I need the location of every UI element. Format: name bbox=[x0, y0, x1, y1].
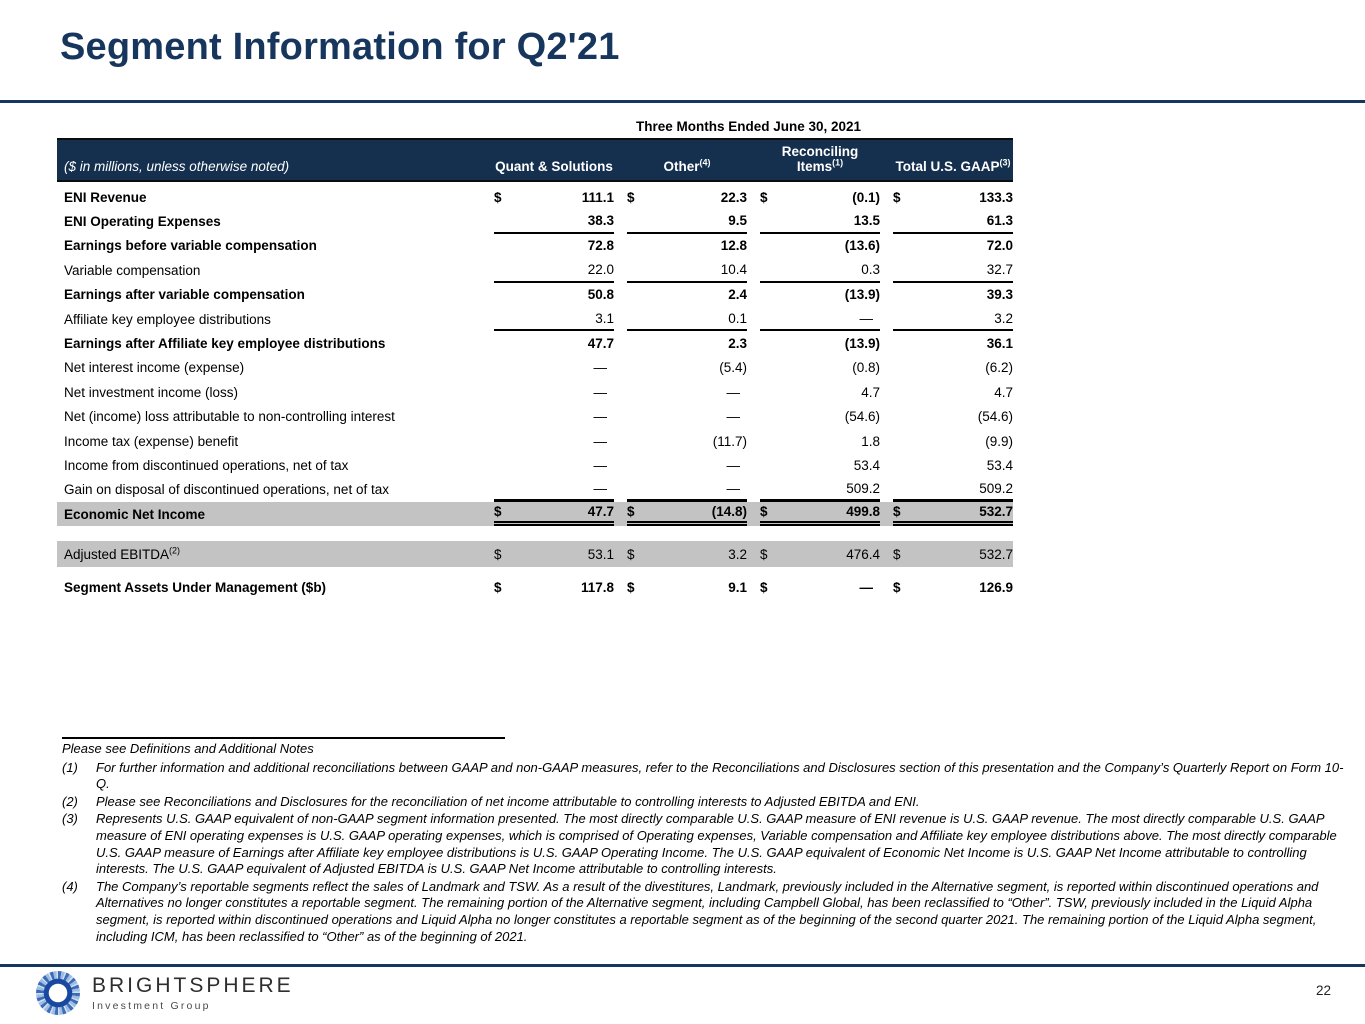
row-value: 4.7 bbox=[861, 384, 880, 400]
row-value: 22.0 bbox=[587, 261, 614, 277]
dollar-sign: $ bbox=[760, 504, 768, 520]
row-value-cell bbox=[614, 429, 747, 453]
footnote-item bbox=[62, 794, 1356, 811]
table-body bbox=[57, 182, 1013, 600]
row-value-cell bbox=[747, 380, 880, 404]
dollar-sign: $ bbox=[627, 546, 635, 562]
row-value: 9.5 bbox=[728, 213, 747, 229]
column-header-sup: (3) bbox=[999, 157, 1011, 168]
row-value-cell bbox=[481, 234, 614, 258]
row-value-cell bbox=[481, 380, 614, 404]
table-row bbox=[57, 307, 1013, 331]
row-value-cell bbox=[880, 478, 1013, 502]
row-value: 3.2 bbox=[728, 546, 747, 562]
row-value: 3.2 bbox=[994, 310, 1013, 326]
row-value: — bbox=[593, 360, 607, 376]
table-row bbox=[57, 356, 1013, 380]
row-value-cell bbox=[481, 209, 614, 233]
row-value: 509.2 bbox=[846, 480, 880, 496]
row-value-cell bbox=[481, 502, 614, 526]
row-label: Net interest income (expense) bbox=[64, 360, 245, 376]
row-value: (13.6) bbox=[844, 238, 880, 254]
row-value: 133.3 bbox=[979, 189, 1013, 205]
row-value: (54.6) bbox=[977, 409, 1013, 425]
row-value: 53.4 bbox=[853, 457, 880, 473]
row-value-cell bbox=[747, 541, 880, 567]
table-row bbox=[57, 453, 1013, 477]
table-row bbox=[57, 209, 1013, 233]
row-label: Income from discontinued operations, net of tax bbox=[64, 457, 349, 473]
row-value: 2.4 bbox=[728, 287, 747, 303]
row-value-cell bbox=[614, 502, 747, 526]
footnote-text: Please see Reconciliations and Disclosures for the reconciliation of net income attributable to controlling interests to Adjusted EBITDA and ENI. bbox=[96, 793, 920, 809]
footnote-text: Represents U.S. GAAP equivalent of non-GAAP segment information presented. The most directly comparable U.S. GAAP measure of ENI revenue is U.S. GAAP revenue. The most directly comparable U.S. GAAP measure of ENI operating expenses is U.S. GAAP operating expenses, which is comprised of Operating expenses, Variable compensation and Affiliate key employee distributions above. The most directly comparable U.S. GAAP measure of Earnings after Affiliate key employee distributions is U.S. GAAP Operating Income. The U.S. GAAP equivalent of Economic Net Income is U.S. GAAP Net Income attributable to controlling interests. The U.S. GAAP equivalent of Adjusted EBITDA is U.S. GAAP Net Income attributable to controlling interests. bbox=[96, 811, 1337, 877]
table-header-row bbox=[57, 138, 1013, 182]
column-header-label: Total U.S. GAAP bbox=[895, 159, 1000, 175]
row-value-cell bbox=[481, 575, 614, 599]
row-value: 111.1 bbox=[581, 189, 614, 205]
row-value-cell bbox=[747, 502, 880, 526]
footnote-number: (2) bbox=[62, 793, 78, 809]
row-value: 72.8 bbox=[587, 238, 614, 254]
row-value: 532.7 bbox=[979, 504, 1013, 520]
footnote-intro: Please see Definitions and Additional Notes bbox=[62, 741, 314, 756]
column-header-quant-solutions bbox=[481, 159, 614, 180]
row-label: Segment Assets Under Management ($b) bbox=[64, 580, 327, 596]
footnotes bbox=[62, 741, 1356, 946]
dollar-sign: $ bbox=[627, 580, 635, 596]
row-value-cell bbox=[747, 234, 880, 258]
dollar-sign: $ bbox=[494, 546, 502, 562]
column-header-sup: (1) bbox=[832, 157, 844, 168]
company-logo bbox=[36, 971, 294, 1015]
brightsphere-starburst-icon bbox=[36, 971, 80, 1015]
column-header-label: Other bbox=[663, 159, 700, 175]
table-row bbox=[57, 405, 1013, 429]
dollar-sign: $ bbox=[760, 189, 768, 205]
row-label: ENI Revenue bbox=[64, 189, 147, 205]
row-value: (6.2) bbox=[985, 360, 1013, 376]
row-value: 39.3 bbox=[986, 287, 1013, 303]
row-value: (9.9) bbox=[985, 433, 1013, 449]
row-value: 1.8 bbox=[861, 433, 880, 449]
row-value-cell bbox=[481, 429, 614, 453]
row-value: 0.3 bbox=[861, 261, 880, 277]
footnote-divider bbox=[62, 737, 505, 739]
row-value: — bbox=[593, 384, 607, 400]
footnote-number: (1) bbox=[62, 759, 78, 775]
row-value-cell bbox=[747, 209, 880, 233]
row-value-cell bbox=[614, 331, 747, 355]
row-value-cell bbox=[614, 575, 747, 599]
row-value-cell bbox=[614, 478, 747, 502]
row-value-cell bbox=[880, 502, 1013, 526]
row-value: 4.7 bbox=[994, 384, 1013, 400]
row-value-cell bbox=[880, 258, 1013, 282]
dollar-sign: $ bbox=[627, 504, 635, 520]
row-value-cell bbox=[747, 283, 880, 307]
column-header-label: Quant & Solutions bbox=[495, 159, 613, 175]
row-value-cell bbox=[614, 185, 747, 209]
row-value: (5.4) bbox=[719, 360, 747, 376]
row-value: — bbox=[726, 480, 740, 496]
row-label: Adjusted EBITDA$^{(2)}$ bbox=[64, 545, 181, 562]
row-value: — bbox=[593, 480, 607, 496]
row-value: — bbox=[726, 409, 740, 425]
dollar-sign: $ bbox=[893, 189, 901, 205]
row-value-cell bbox=[880, 356, 1013, 380]
title-divider bbox=[0, 100, 1365, 103]
row-value-cell bbox=[880, 453, 1013, 477]
row-label: Net (income) loss attributable to non-controlling interest bbox=[64, 409, 395, 425]
row-value: 3.1 bbox=[595, 310, 614, 326]
table-row bbox=[57, 258, 1013, 282]
row-value-cell bbox=[880, 234, 1013, 258]
brand-name: BRIGHTSPHERE bbox=[92, 974, 294, 997]
row-value: 13.5 bbox=[853, 213, 880, 229]
table-row bbox=[57, 541, 1013, 567]
footnote-text: The Company’s reportable segments reflect the sales of Landmark and TSW. As a result of the divestitures, Landmark, previously included in the Alternative segment, is reported within discontinued operations and Alternatives no longer constitutes a reportable segment. The remaining portion of the Alternative segment, including Campbell Global, has been reclassified to “Other”. TSW, previously included in the Liquid Alpha segment, is reported within discontinued operations and Liquid Alpha no longer constitutes a reportable segment as of the beginning of the second quarter 2021. The remaining portion of the Liquid Alpha segment, including ICM, has been reclassified to “Other” as of the beginning of 2021. bbox=[96, 878, 1319, 944]
dollar-sign: $ bbox=[494, 580, 502, 596]
row-value: 50.8 bbox=[587, 287, 614, 303]
column-header-sup: (4) bbox=[699, 157, 711, 168]
row-value-cell bbox=[747, 429, 880, 453]
row-value: — bbox=[726, 457, 740, 473]
row-value-cell bbox=[481, 453, 614, 477]
table-row bbox=[57, 380, 1013, 404]
table-row bbox=[57, 331, 1013, 355]
row-value: — bbox=[859, 310, 873, 326]
row-value-cell bbox=[614, 380, 747, 404]
row-value: (54.6) bbox=[844, 409, 880, 425]
row-value-cell bbox=[614, 541, 747, 567]
row-value: 22.3 bbox=[720, 189, 747, 205]
row-value-cell bbox=[614, 405, 747, 429]
row-value-cell bbox=[747, 478, 880, 502]
footnote-number: (3) bbox=[62, 811, 78, 827]
row-value: 10.4 bbox=[720, 261, 747, 277]
footnote-item bbox=[62, 811, 1356, 877]
row-value-cell bbox=[747, 575, 880, 599]
table-row bbox=[57, 575, 1013, 599]
row-value: 126.9 bbox=[979, 580, 1013, 596]
row-value: (13.9) bbox=[844, 287, 880, 303]
dollar-sign: $ bbox=[627, 189, 635, 205]
row-value-cell bbox=[481, 405, 614, 429]
footnote-number: (4) bbox=[62, 878, 78, 894]
row-value-cell bbox=[747, 356, 880, 380]
row-value-cell bbox=[880, 541, 1013, 567]
row-value-cell bbox=[880, 185, 1013, 209]
row-value-cell bbox=[880, 331, 1013, 355]
row-label: ENI Operating Expenses bbox=[64, 214, 221, 230]
dollar-sign: $ bbox=[893, 546, 901, 562]
row-label: Gain on disposal of discontinued operations, net of tax bbox=[64, 482, 389, 498]
row-value-cell bbox=[614, 209, 747, 233]
row-value-cell bbox=[880, 405, 1013, 429]
row-value-cell bbox=[614, 283, 747, 307]
row-value-cell bbox=[481, 258, 614, 282]
dollar-sign: $ bbox=[893, 580, 901, 596]
row-label: Net investment income (loss) bbox=[64, 384, 239, 400]
row-value-cell bbox=[880, 307, 1013, 331]
table-units-note: ($ in millions, unless otherwise noted) bbox=[64, 159, 290, 174]
row-label: Variable compensation bbox=[64, 262, 201, 278]
row-value: — bbox=[593, 409, 607, 425]
row-value-cell bbox=[880, 575, 1013, 599]
row-value-cell bbox=[481, 541, 614, 567]
footnote-text: For further information and additional reconciliations between GAAP and non-GAAP measures, refer to the Reconciliations and Disclosures section of this presentation and the Company’s Quarterly Report on Form 10-Q. bbox=[96, 759, 1344, 792]
row-label: Economic Net Income bbox=[64, 506, 206, 522]
row-value: — bbox=[593, 433, 607, 449]
row-label: Income tax (expense) benefit bbox=[64, 433, 239, 449]
row-value-cell bbox=[481, 478, 614, 502]
dollar-sign: $ bbox=[760, 580, 768, 596]
row-value: 61.3 bbox=[986, 213, 1013, 229]
dollar-sign: $ bbox=[760, 546, 768, 562]
row-value-cell bbox=[614, 258, 747, 282]
row-value: (14.8) bbox=[711, 504, 747, 520]
dollar-sign: $ bbox=[494, 504, 502, 520]
row-value-cell bbox=[481, 331, 614, 355]
table-period-header: Three Months Ended June 30, 2021 bbox=[635, 119, 862, 134]
column-header-total-us-gaap bbox=[880, 159, 1013, 180]
page-number: 22 bbox=[1315, 983, 1331, 998]
row-value: (0.1) bbox=[852, 189, 880, 205]
dollar-sign: $ bbox=[494, 189, 502, 205]
row-value-cell bbox=[747, 405, 880, 429]
table-row bbox=[57, 429, 1013, 453]
table-row bbox=[57, 234, 1013, 258]
row-value-cell bbox=[481, 356, 614, 380]
row-value-cell bbox=[747, 307, 880, 331]
row-label: Earnings after variable compensation bbox=[64, 287, 305, 303]
row-value-cell bbox=[481, 185, 614, 209]
row-value-cell bbox=[614, 356, 747, 380]
row-value: 47.7 bbox=[587, 504, 614, 520]
row-value-cell bbox=[481, 283, 614, 307]
row-value: 499.8 bbox=[846, 504, 880, 520]
row-label: Affiliate key employee distributions bbox=[64, 311, 271, 327]
footnote-item bbox=[62, 879, 1356, 945]
row-value: (0.8) bbox=[852, 360, 880, 376]
row-value-cell bbox=[747, 331, 880, 355]
brand-subtitle: Investment Group bbox=[92, 1000, 211, 1012]
row-value-cell bbox=[614, 307, 747, 331]
row-value: 53.1 bbox=[587, 546, 614, 562]
row-value: — bbox=[593, 457, 607, 473]
row-value-cell bbox=[880, 429, 1013, 453]
row-value: 2.3 bbox=[728, 336, 747, 352]
footer-divider bbox=[0, 964, 1365, 967]
row-value: 117.8 bbox=[580, 580, 614, 596]
row-value: 47.7 bbox=[587, 336, 614, 352]
row-value-cell bbox=[880, 283, 1013, 307]
row-value: 38.3 bbox=[587, 213, 614, 229]
row-value: (13.9) bbox=[844, 336, 880, 352]
brand-text bbox=[92, 974, 294, 1012]
row-value: 32.7 bbox=[986, 261, 1013, 277]
column-header-reconciling-items bbox=[747, 144, 880, 180]
row-value: — bbox=[859, 580, 873, 596]
table-row bbox=[57, 502, 1013, 526]
row-value-cell bbox=[880, 209, 1013, 233]
row-value: 36.1 bbox=[986, 336, 1013, 352]
row-value-cell bbox=[614, 234, 747, 258]
row-value: 532.7 bbox=[979, 546, 1013, 562]
row-value-cell bbox=[481, 307, 614, 331]
segment-table bbox=[57, 138, 1013, 600]
column-header-label: Reconciling Items bbox=[781, 143, 859, 175]
table-row bbox=[57, 283, 1013, 307]
table-row bbox=[57, 478, 1013, 502]
page-title: Segment Information for Q2'21 bbox=[60, 26, 620, 68]
row-value: 476.4 bbox=[846, 546, 880, 562]
row-label: Earnings before variable compensation bbox=[64, 238, 317, 254]
row-label: Earnings after Affiliate key employee distributions bbox=[64, 336, 386, 352]
row-value: (11.7) bbox=[712, 433, 747, 449]
dollar-sign: $ bbox=[893, 504, 901, 520]
row-value: 0.1 bbox=[728, 310, 747, 326]
row-value-cell bbox=[614, 453, 747, 477]
row-value: 509.2 bbox=[979, 480, 1013, 496]
row-value-cell bbox=[747, 185, 880, 209]
row-value-cell bbox=[747, 258, 880, 282]
row-value: 53.4 bbox=[986, 457, 1013, 473]
row-value: — bbox=[726, 384, 740, 400]
row-value-cell bbox=[880, 380, 1013, 404]
row-value: 12.8 bbox=[720, 238, 747, 254]
row-value-cell bbox=[747, 453, 880, 477]
table-row bbox=[57, 185, 1013, 209]
column-header-other bbox=[614, 159, 747, 180]
row-value: 72.0 bbox=[986, 238, 1013, 254]
footnote-item bbox=[62, 760, 1356, 793]
row-value: 9.1 bbox=[728, 580, 747, 596]
